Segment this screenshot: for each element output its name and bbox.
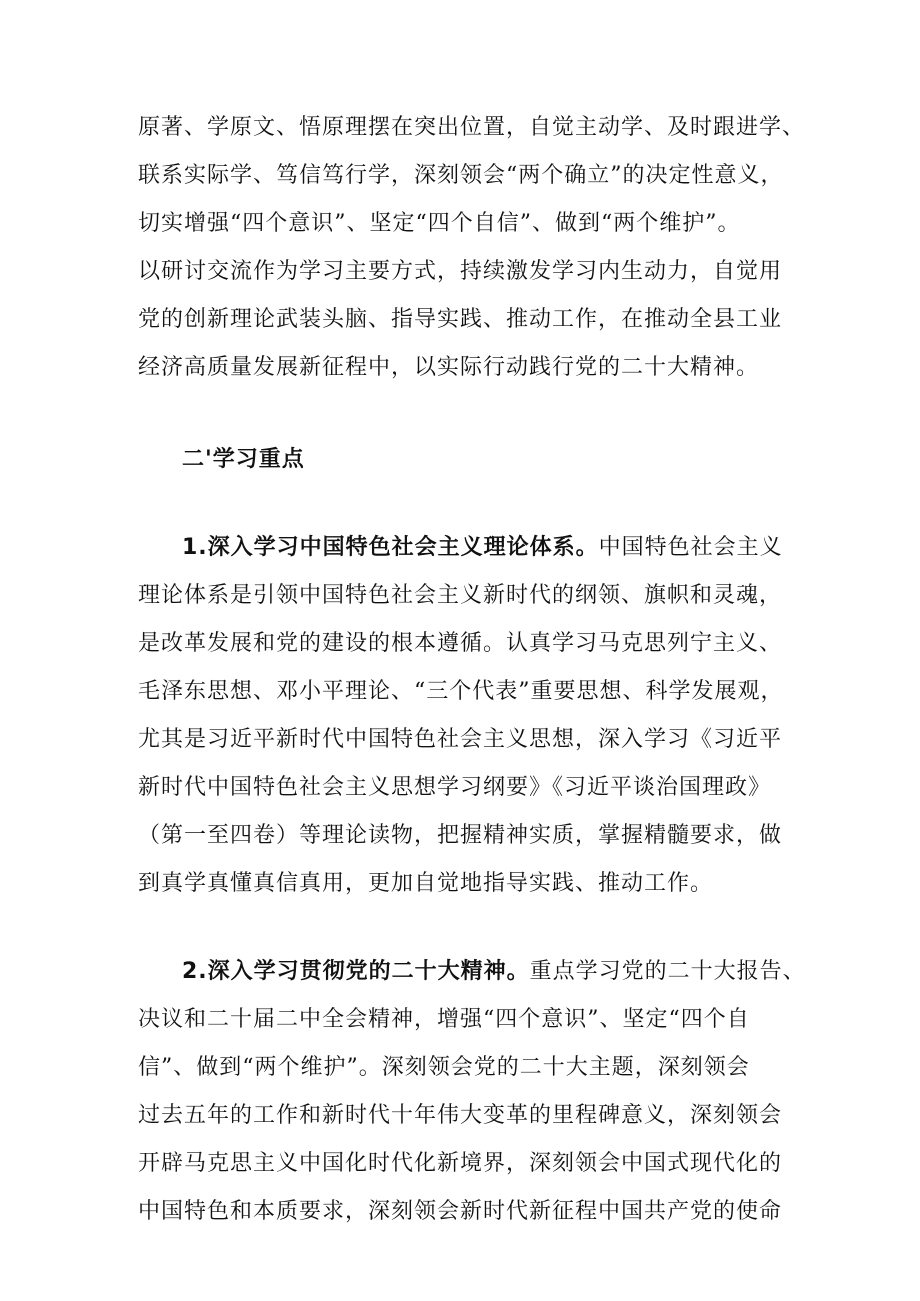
item-1-paragraph — [138, 524, 798, 908]
document-body — [138, 104, 806, 1236]
intro-line: 以研讨交流作为学习主要方式，持续激发学习内生动力，自觉用 — [138, 259, 783, 284]
intro-line: 切实增强“四个意识”、坚定“四个自信”、做到“两个维护”。 — [138, 211, 741, 236]
intro-line: 原著、学原文、悟原理摆在突出位置，自觉主动学、及时跟进学、 — [138, 115, 806, 140]
item-1-first-line — [138, 524, 798, 572]
paragraph-gap — [138, 392, 798, 436]
item-2-paragraph — [138, 948, 806, 1236]
item-2-first-line-text: 重点学习党的二十大报告、 — [529, 959, 806, 984]
item-1-title: 1.深入学习中国特色社会主义理论体系。 — [182, 535, 599, 560]
paragraph-gap — [138, 908, 798, 948]
item-2-line: 中国特色和本质要求，深刻领会新时代新征程中国共产党的使命 — [138, 1199, 783, 1224]
item-2-line: 开辟马克思主义中国化时代化新境界，深刻领会中国式现代化的 — [138, 1151, 783, 1176]
intro-line: 经济高质量发展新征程中，以实际行动践行党的二十大精神。 — [138, 355, 760, 380]
item-1-line: 尤其是习近平新时代中国特色社会主义思想，深入学习《习近平 — [138, 727, 783, 752]
item-1-line: （第一至四卷）等理论读物，把握精神实质，掌握精髓要求，做 — [138, 823, 783, 848]
item-1-line: 毛泽东思想、邓小平理论、“三个代表”重要思想、科学发展观， — [138, 679, 784, 704]
item-2-line: 信”、做到“两个维护”。深刻领会党的二十大主题，深刻领会 — [138, 1055, 750, 1080]
item-1-first-line-text: 中国特色社会主义 — [598, 535, 783, 560]
section-heading: 二'学习重点 — [182, 447, 305, 472]
item-1-line: 是改革发展和党的建设的根本遵循。认真学习马克思列宁主义、 — [138, 631, 783, 656]
item-1-line: 理论体系是引领中国特色社会主义新时代的纲领、旗帜和灵魂， — [138, 583, 783, 608]
item-2-title: 2.深入学习贯彻党的二十大精神。 — [182, 959, 530, 984]
item-2-first-line — [138, 948, 806, 996]
intro-line: 联系实际学、笃信笃行学，深刻领会“两个确立”的决定性意义， — [138, 163, 784, 188]
item-2-line: 过去五年的工作和新时代十年伟大变革的里程碑意义，深刻领会 — [138, 1103, 783, 1128]
paragraph-gap — [138, 484, 798, 524]
item-1-line: 到真学真懂真信真用，更加自觉地指导实践、推动工作。 — [138, 871, 714, 896]
intro-paragraph — [138, 104, 806, 392]
item-2-line: 决议和二十届二中全会精神，增强“四个意识”、坚定“四个自 — [138, 1007, 750, 1032]
item-1-line: 新时代中国特色社会主义思想学习纲要》《习近平谈治国理政》 — [138, 775, 772, 800]
intro-line: 党的创新理论武装头脑、指导实践、推动工作，在推动全县工业 — [138, 307, 783, 332]
